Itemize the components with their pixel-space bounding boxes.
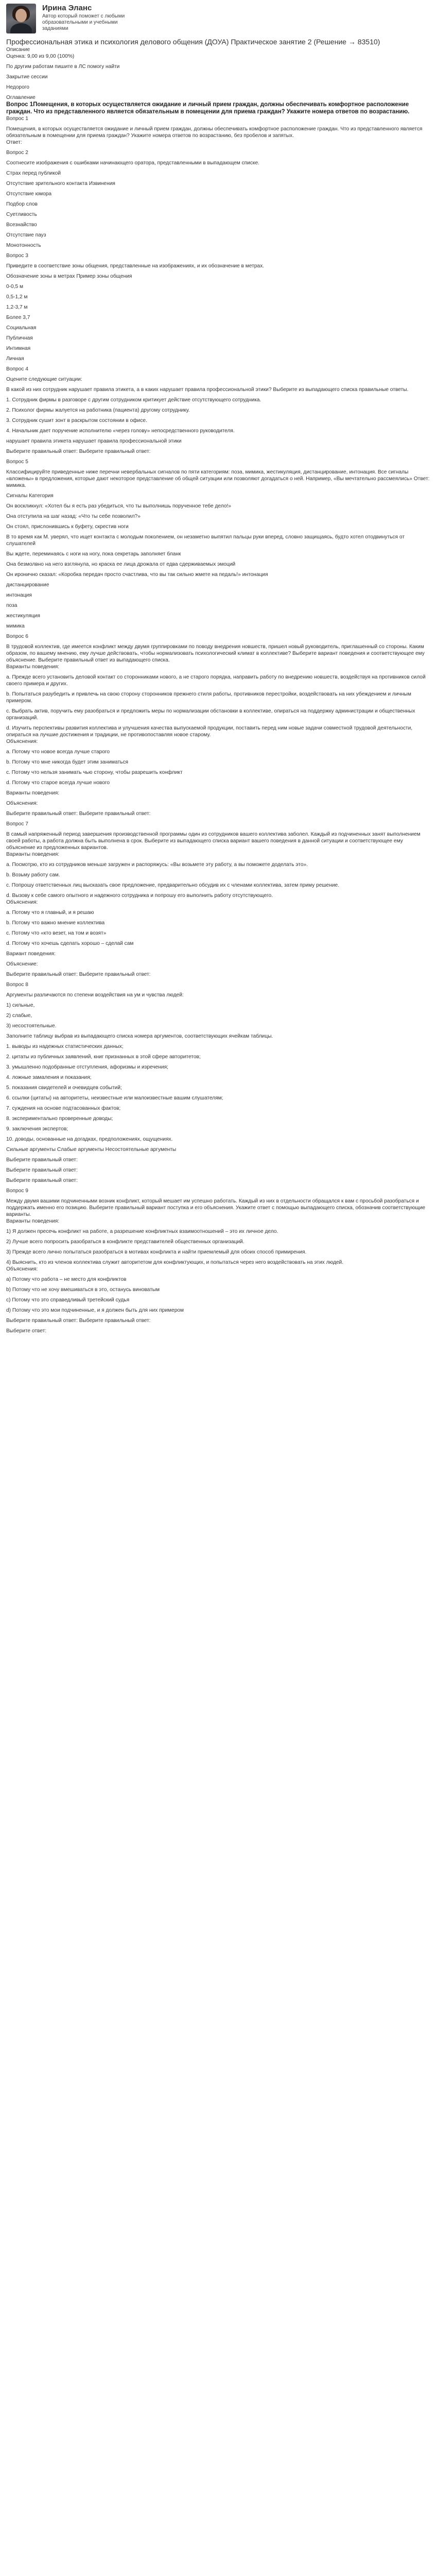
document-line: Выберите правильный ответ: Выберите правильный ответ:: [6, 1318, 151, 1324]
document-line: Объяснения:: [6, 900, 38, 905]
document-line: Вопрос 1: [6, 116, 28, 122]
document-line: Приведите в соответствие зоны общения, представленные на изображениях, и их обозначение в метрах.: [6, 263, 265, 269]
document-line: Сильные аргументы Слабые аргументы Несостоятельные аргументы: [6, 1147, 177, 1153]
document-line: Выберите правильный ответ:: [6, 1167, 78, 1173]
document-line: 1,2-3,7 м: [6, 304, 28, 310]
document-line: Объяснения:: [6, 1266, 38, 1272]
document-line: нарушает правила этикета нарушает правила профессиональной этики: [6, 438, 182, 444]
document-line: 1. выводы из надежных статистических данных;: [6, 1044, 124, 1049]
document-line: Вопрос 7: [6, 821, 28, 827]
document-line: поза: [6, 603, 18, 608]
avatar-body: [10, 23, 32, 33]
author-avatar[interactable]: [6, 4, 36, 33]
document-line: Личная: [6, 356, 24, 362]
document-line: Вопрос 9: [6, 1188, 28, 1194]
document-line: Отсутствие пауз: [6, 232, 46, 238]
document-line: мимика: [6, 623, 25, 629]
document-line: 0-0,5 м: [6, 284, 24, 290]
document-line: Отсутствие юмора: [6, 191, 52, 197]
document-line: Более 3,7: [6, 315, 30, 320]
document-line: a. Потому что новое всегда лучше старого: [6, 749, 110, 755]
document-line: 0,5-1,2 м: [6, 294, 28, 300]
document-line: b. Попытаться разубедить и привлечь на свою сторону сторонников прежнего стиля работы, противников перестройки, воздействовать на них убеждением и личным примером.: [6, 691, 411, 704]
document-line: b. Потому что важно мнение коллектива: [6, 920, 105, 926]
document-line: Объяснение:: [6, 961, 38, 967]
document-line: d. Вызову к себе самого опытного и надежного сотрудника и попрошу его выполнить работу отсутствующего.: [6, 893, 273, 899]
document-line: Недорого: [6, 84, 29, 90]
author-description: Автор который поможет с любыми образовательными и учебными заданиями: [42, 13, 125, 31]
document-line: Ответ:: [6, 140, 22, 145]
avatar-face: [15, 9, 27, 22]
document-line: Варианты поведения:: [6, 1218, 60, 1224]
document-line: Аргументы различаются по степени воздействия на ум и чувства людей:: [6, 992, 184, 998]
document-line: Вопрос 3: [6, 253, 28, 259]
document-line: Выберите правильный ответ:: [6, 1178, 78, 1183]
document-line: 6. ссылки (цитаты) на авторитеты, неизвестные или малоизвестные вашим слушателям;: [6, 1095, 223, 1101]
document-line: 10. доводы, основанные на догадках, предположениях, ощущениях.: [6, 1137, 173, 1142]
document-line: Вопрос 2: [6, 150, 28, 156]
document-line: c. Попрошу ответственных лиц высказать свое предложение, предварительно обсудив их с членами коллектива, затем приму решение.: [6, 883, 340, 888]
document-line: d) Потому что это мои подчиненные, и я должен быть для них примером: [6, 1308, 184, 1313]
document-line: 2) слабые,: [6, 1013, 32, 1019]
document-line: Сигналы Категория: [6, 493, 54, 499]
document-line: 4. ложные замаления и показания;: [6, 1075, 92, 1080]
document-line: 8. экспериментально проверенные доводы;: [6, 1116, 113, 1122]
document-line: Варианты поведения:: [6, 790, 60, 796]
document-line: Оцените следующие ситуации:: [6, 377, 82, 382]
document-lines: [6, 46, 430, 1334]
author-name[interactable]: Ирина Эланс: [42, 4, 92, 12]
document-line: b. Возьму работу сам.: [6, 872, 60, 878]
document-line: Выберите правильный ответ:: [6, 1157, 78, 1163]
document-line: Он стоял, прислонившись к буфету, скрестив ноги: [6, 524, 129, 530]
document-line: Закрытие сессии: [6, 74, 48, 80]
document-line: c. Потому что «кто везет, на том и возят»: [6, 930, 107, 936]
document-line: 3. умышленно подобранные отступления, афоризмы и изречения;: [6, 1064, 168, 1070]
document-line: дистанцирование: [6, 582, 49, 588]
document-line: 1) сильные,: [6, 1003, 35, 1008]
document-line: d. Потому что хочешь сделать хорошо – сделай сам: [6, 941, 134, 946]
document-line: a. Потому что я главный, и я решаю: [6, 910, 94, 916]
document-line: Монотонность: [6, 243, 41, 248]
document-line: интонация: [6, 592, 32, 598]
document-line: 4) Выяснить, кто из членов коллектива служит авторитетом для конфликтующих, и попытаться через него воздействовать на этих людей.: [6, 1260, 344, 1265]
document-line: Варианты поведения:: [6, 852, 60, 857]
document-line: Вопрос 4: [6, 366, 28, 372]
document-line: Выберите правильный ответ: Выберите правильный ответ:: [6, 972, 151, 977]
document-line: Вопрос 8: [6, 982, 28, 988]
document-line: b. Потому что мне никогда будет этим заниматься: [6, 759, 129, 765]
document-line: Вариант поведения:: [6, 951, 56, 957]
document-line: Всезнайство: [6, 222, 37, 228]
document-line: Суетливость: [6, 212, 37, 217]
document-line: 3. Сотрудник сушит зонт в раскрытом состоянии в офисе.: [6, 418, 147, 423]
document-line: Вопрос 1Помещения, в которых осуществляется ожидание и личный прием граждан, должны обеспечивать комфортное расположение граждан. Что из представленного является обязательным в помещении для приема граждан? Укажите номера ответов по возрастанию.: [6, 101, 410, 115]
document-line: Интимная: [6, 346, 31, 351]
document-line: Заполните таблицу выбрав из выпадающего списка номера аргументов, соответствующих ячейкам таблицы.: [6, 1033, 273, 1039]
document-line: 2) Лучше всего попросить разобраться в конфликте представителей общественных организаций.: [6, 1239, 245, 1245]
document-line: Классифицируйте приведенные ниже перечни невербальных сигналов по пяти категориям: поза, мимика, жестикуляция, дистанцирование, интонация. Все сигналы «вложены» в предложения, которые дают некоторое представление об общей ситуации или позволяют догадаться о ней. Например, «Вы мечтательно рассмеялись» Ответ: мимика.: [6, 469, 430, 488]
document-line: Публичная: [6, 335, 33, 341]
document-line: 5. показания свидетелей и очевидцев событий;: [6, 1085, 122, 1091]
document-line: Выберите правильный ответ: Выберите правильный ответ:: [6, 449, 151, 454]
document-line: 9. заключения экспертов;: [6, 1126, 68, 1132]
document-line: В то время как М. уверял, что ищет контакта с молодым поколением, он незаметно выпятил пальцы руки вперед, словно защищаясь, будто хотел отодвинуться от слушателей: [6, 534, 405, 547]
document-line: По другим работам пишите в ЛС помогу найти: [6, 64, 120, 70]
document-line: Вы ждете, переминаясь с ноги на ногу, пока секретарь заполняет бланк: [6, 551, 181, 557]
document-line: Помещения, в которых осуществляется ожидание и личный прием граждан, должны обеспечивать комфортное расположение граждан. Что из представленного является обязательным в помещении для приема граждан? Укажите номера ответов по возрастанию, без пробелов и запятых.: [6, 126, 423, 139]
document-line: Подбор слов: [6, 201, 38, 207]
document-line: В самый напряженный период завершения производственной программы один из сотрудников вашего коллектива заболел. Каждый из подчиненных занят выполнением своей работы, а работа должна быть выполнена в срок. Выберите из выпадающего списка вариант вашего поведения в данной ситуации и соответствующее ему объяснение из предложенных вариантов.: [6, 832, 421, 851]
document-line: c. Потому что нельзя занимать чью сторону, чтобы разрешить конфликт: [6, 770, 183, 775]
document-line: Обозначение зоны в метрах Пример зоны общения: [6, 274, 132, 279]
document-line: Он иронично сказал: «Коробка передач просто счастлива, что вы так сильно жмете на педаль!» интонация: [6, 572, 268, 578]
document-line: Она отступила на шаг назад: «Что ты себе позволил?»: [6, 514, 141, 519]
author-info: [42, 4, 135, 32]
document-line: d. Потому что старое всегда лучше нового: [6, 780, 110, 786]
document-line: Он воскликнул: «Хотел бы я есть раз убедиться, что ты выполнишь порученное тебе дело!»: [6, 503, 231, 509]
document-line: 1) Я должен пресечь конфликт на работе, а разрешение конфликтных взаимоотношений – это их личное дело.: [6, 1229, 278, 1234]
document-line: Между двумя вашими подчиненными возник конфликт, который мешает им успешно работать. Каждый из них в отдельности обращался к вам с просьбой разобраться и поддержать именно его позицию. Выберите правильный вариант поступка и его объяснения. Укажите ответ с помощью выпадающего списка, обозначив соответствующие варианты.: [6, 1198, 426, 1217]
document-line: b) Потому что не хочу вмешиваться в это, останусь виноватым: [6, 1287, 160, 1293]
document-line: 3) Прежде всего лично попытаться разобраться в мотивах конфликта и найти приемлемый для обоих способ примирения.: [6, 1249, 307, 1255]
document-line: Объяснения:: [6, 801, 38, 806]
document-line: Описание: [6, 47, 30, 53]
document-line: Варианты поведения:: [6, 664, 60, 670]
document-line: 1. Сотрудник фирмы в разговоре с другим сотрудником критикует действие отсутствующего сотрудника.: [6, 397, 261, 403]
author-header: [6, 4, 430, 33]
document-line: Вопрос 5: [6, 459, 28, 465]
document-line: 4. Начальник дает поручение исполнителю «через голову» непосредственного руководителя.: [6, 428, 235, 434]
document-line: c) Потому что это справедливый третейский судья: [6, 1297, 130, 1303]
document-line: Отсутствие зрительного контакта Извинения: [6, 181, 115, 187]
document-body: [6, 38, 430, 1334]
document-line: В какой из них сотрудник нарушает правила этикета, а в каких нарушает правила профессиональной этики? Выберите из выпадающего списка правильные ответы.: [6, 387, 409, 393]
document-line: Вопрос 6: [6, 634, 28, 639]
document-line: жестикуляция: [6, 613, 40, 619]
document-line: a. Прежде всего установить деловой контакт со сторонниками нового, а не старого порядка, направить работу по внедрению новшеств, воздействуя на противников силой своего примера и других.: [6, 674, 426, 687]
document-line: Объяснения:: [6, 739, 38, 744]
document-line: 3) несостоятельные.: [6, 1023, 57, 1029]
document-line: 7. суждения на основе подтасованных фактов;: [6, 1106, 121, 1111]
document-line: Социальная: [6, 325, 37, 331]
document-line: d. Изучить перспективы развития коллектива и улучшения качества выпускаемой продукции, поставить перед ним новые задачи совместной трудовой деятельности, опираться на лучшие достижения и традиции, не противопоставляя новое старому.: [6, 725, 413, 738]
document-title: Профессиональная этика и психология делового общения (ДОУА) Практическое занятие 2 (Решение → 83510): [6, 38, 380, 46]
document-line: a. Посмотрю, кто из сотрудников меньше загружен и распоряжусь: «Вы возьмете эту работу, а вы поможете доделать это».: [6, 862, 308, 868]
document-line: a) Потому что работа – не место для конфликтов: [6, 1277, 127, 1282]
document-line: 2. цитаты из публичных заявлений, книг признанных в этой сфере авторитетов;: [6, 1054, 201, 1060]
document-line: Выберите правильный ответ: Выберите правильный ответ:: [6, 811, 151, 817]
document-line: Оглавление: [6, 95, 36, 100]
document-line: c. Выбрать актив, поручить ему разобраться и предложить меры по нормализации обстановки в коллективе, опираться на поддержку администрации и общественных организаций.: [6, 708, 415, 721]
document-line: Соотнесите изображения с ошибками начинающего оратора, представленными в выпадающем списке.: [6, 160, 259, 166]
document-line: Она безмолвно на него взглянула, но краска ее лица дрожала от едва сдерживаемых эмоций: [6, 562, 236, 567]
document-line: В трудовой коллектив, где имеется конфликт между двумя группировками по поводу внедрения новшеств, пришел новый руководитель, приглашенный со стороны. Каким образом, по вашему мнению, ему лучше действовать, чтобы нормализовать психологический климат в коллективе? Выберите вариант поведения и соответствующее ему объяснение. Выберите правильный ответ из выпадающего списка.: [6, 644, 425, 663]
document-line: 2. Психолог фирмы жалуется на работника (пациента) другому сотруднику.: [6, 408, 190, 413]
document-line: Оценка: 9,00 из 9,00 (100%): [6, 54, 75, 59]
document-line: Выберите ответ:: [6, 1328, 47, 1334]
document-line: Страх перед публикой: [6, 171, 61, 176]
